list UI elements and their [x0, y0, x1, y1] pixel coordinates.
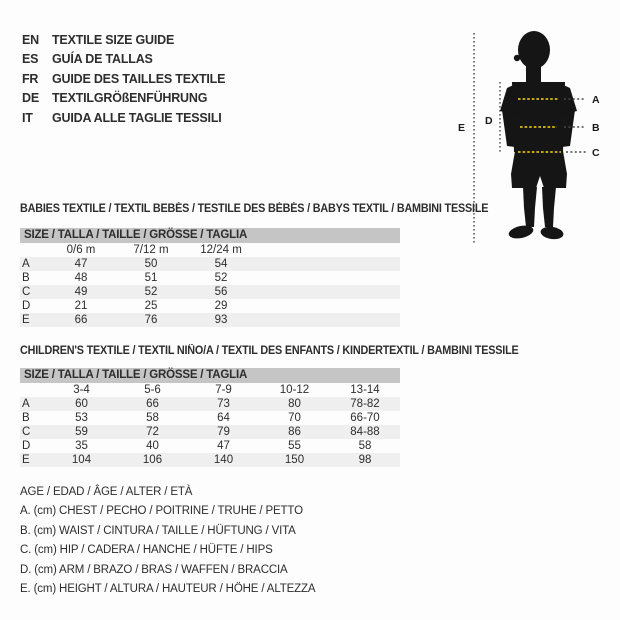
measure-row-label: C [20, 285, 46, 299]
spacer-cell [256, 243, 400, 257]
language-code: ES [22, 52, 39, 67]
size-value: 47 [46, 257, 116, 271]
babies-column-header-row [20, 243, 400, 257]
spacer-cell [256, 271, 400, 285]
chest-a-label: A [592, 94, 600, 106]
measure-row-label: D [22, 440, 31, 452]
size-value: 72 [117, 425, 188, 439]
size-value: 76 [116, 313, 186, 327]
language-row-de [22, 89, 225, 108]
size-column-header: 0/6 m [66, 244, 96, 256]
size-value: 51 [144, 272, 158, 284]
size-table-row [20, 271, 400, 285]
size-table-row [20, 453, 400, 467]
size-value: 140 [188, 453, 259, 467]
measure-row-label: A [20, 257, 46, 271]
child-measurement-figure [440, 18, 610, 252]
arm-d-label: D [485, 115, 493, 127]
child-silhouette [500, 31, 577, 241]
language-title: GUÍA DE TALLAS [52, 52, 153, 67]
corner-cell [20, 383, 46, 397]
size-value: 93 [186, 313, 256, 327]
size-column-header: 10-12 [279, 384, 310, 396]
size-table-row [20, 439, 400, 453]
measure-row-label: A [20, 397, 46, 411]
measurement-legend [20, 483, 315, 599]
size-value: 29 [214, 300, 228, 312]
measure-row-label: B [22, 272, 30, 284]
legend-age: AGE / EDAD / ÂGE / ALTER / ETÀ [20, 486, 193, 498]
size-table-row [20, 257, 400, 271]
size-value: 60 [46, 397, 117, 411]
size-column-header: 13-14 [350, 384, 380, 396]
height-e-label: E [458, 122, 466, 134]
hip-c-label: C [592, 147, 600, 159]
size-value: 52 [214, 272, 228, 284]
size-value: 70 [288, 412, 301, 424]
spacer-cell [256, 313, 400, 327]
language-title: TEXTILE SIZE GUIDE [52, 33, 175, 47]
size-value: 73 [188, 397, 259, 411]
size-table-row [20, 285, 400, 299]
size-value: 104 [46, 453, 117, 467]
silhouette-right-arm [562, 110, 575, 147]
measure-row-label: E [20, 453, 46, 467]
silhouette-shorts [511, 151, 567, 188]
children-section-heading: CHILDREN'S TEXTILE / TEXTIL NIÑO/A / TEXTIL DES ENFANTS / KINDERTEXTIL / BAMBINI TESSILE [20, 345, 519, 357]
size-table-row [20, 425, 400, 439]
language-title: GUIDE DES TAILLES TEXTILE [52, 71, 226, 86]
waist-b-label: B [592, 122, 600, 134]
size-value: 47 [217, 440, 230, 452]
size-value: 21 [74, 300, 88, 312]
size-table-row [20, 313, 400, 327]
babies-section-heading: BABIES TEXTILE / TEXTIL BEBÉS / TESTILE DES BÉBÉS / BABYS TEXTIL / BAMBINI TESSILE [20, 203, 489, 215]
size-value: 79 [188, 425, 259, 439]
measure-row-label: C [20, 425, 46, 439]
babies-size-bar: SIZE / TALLA / TAILLE / GRÖSSE / TAGLIA [20, 228, 400, 243]
spacer-cell [256, 299, 400, 313]
language-code: FR [22, 71, 39, 86]
size-value: 64 [217, 412, 230, 424]
measure-row-label: E [20, 313, 46, 327]
silhouette-left-arm [502, 110, 515, 147]
silhouette-right-leg [542, 187, 556, 227]
size-value: 150 [259, 453, 330, 467]
size-value: 66 [46, 313, 116, 327]
children-column-header-row [20, 383, 400, 397]
legend-chest: A. (cm) CHEST / PECHO / POITRINE / TRUHE / PETTO [20, 505, 303, 518]
size-value: 25 [144, 300, 158, 312]
children-table-body [20, 397, 400, 467]
spacer-cell [256, 285, 400, 299]
children-size-bar: SIZE / TALLA / TAILLE / GRÖSSE / TAGLIA [20, 368, 400, 383]
language-row-fr [22, 70, 225, 89]
size-value: 58 [146, 412, 159, 424]
size-value: 53 [75, 412, 88, 424]
size-value: 55 [288, 440, 301, 452]
measure-row-label: D [22, 300, 31, 312]
language-code: IT [22, 110, 33, 125]
size-value: 54 [186, 257, 256, 271]
size-table-row [20, 299, 400, 313]
size-value: 78-82 [330, 397, 400, 411]
silhouette-torso [512, 82, 565, 152]
size-value: 86 [259, 425, 330, 439]
size-value: 84-88 [330, 425, 400, 439]
size-value: 66-70 [350, 412, 380, 424]
silhouette-ear [514, 55, 520, 61]
size-value: 56 [186, 285, 256, 299]
language-row-it [22, 109, 225, 128]
measure-row-label: B [22, 412, 30, 424]
size-column-header: 3-4 [73, 384, 90, 396]
size-column-header: 7-9 [215, 384, 232, 396]
size-value: 58 [358, 440, 372, 452]
language-title: TEXTILGRÖßENFÜHRUNG [52, 91, 208, 106]
size-table-row [20, 397, 400, 411]
legend-waist: B. (cm) WAIST / CINTURA / TAILLE / HÜFTUNG / VITA [20, 524, 296, 537]
language-title: GUIDA ALLE TAGLIE TESSILI [52, 110, 222, 125]
babies-table-body [20, 257, 400, 327]
size-column-header: 5-6 [144, 384, 161, 396]
size-value: 98 [330, 453, 400, 467]
size-value: 40 [146, 440, 159, 452]
size-column-header: 12/24 m [200, 244, 242, 256]
legend-hip: C. (cm) HIP / CADERA / HANCHE / HÜFTE / HIPS [20, 544, 273, 557]
silhouette-left-sleeve [500, 82, 520, 115]
language-title-list [22, 31, 225, 128]
babies-size-table [20, 243, 400, 327]
size-value: 59 [46, 425, 117, 439]
size-value: 106 [117, 453, 188, 467]
size-value: 66 [117, 397, 188, 411]
legend-height: E. (cm) HEIGHT / ALTURA / HAUTEUR / HÖHE / ALTEZZA [20, 583, 316, 596]
children-size-table [20, 383, 400, 467]
size-column-header: 7/12 m [133, 244, 169, 256]
language-code: DE [22, 91, 39, 106]
size-value: 52 [116, 285, 186, 299]
spacer-cell [256, 257, 400, 271]
size-value: 50 [116, 257, 186, 271]
language-row-en [22, 31, 225, 50]
corner-cell [20, 243, 46, 257]
size-value: 49 [46, 285, 116, 299]
silhouette-right-foot [540, 225, 564, 240]
size-value: 80 [259, 397, 330, 411]
size-value: 48 [74, 272, 88, 284]
legend-arm: D. (cm) ARM / BRAZO / BRAS / WAFFEN / BRACCIA [20, 563, 288, 576]
language-code: EN [22, 33, 39, 47]
language-row-es [22, 50, 225, 69]
size-table-row [20, 411, 400, 425]
size-value: 35 [75, 440, 88, 452]
silhouette-left-leg [523, 187, 537, 227]
